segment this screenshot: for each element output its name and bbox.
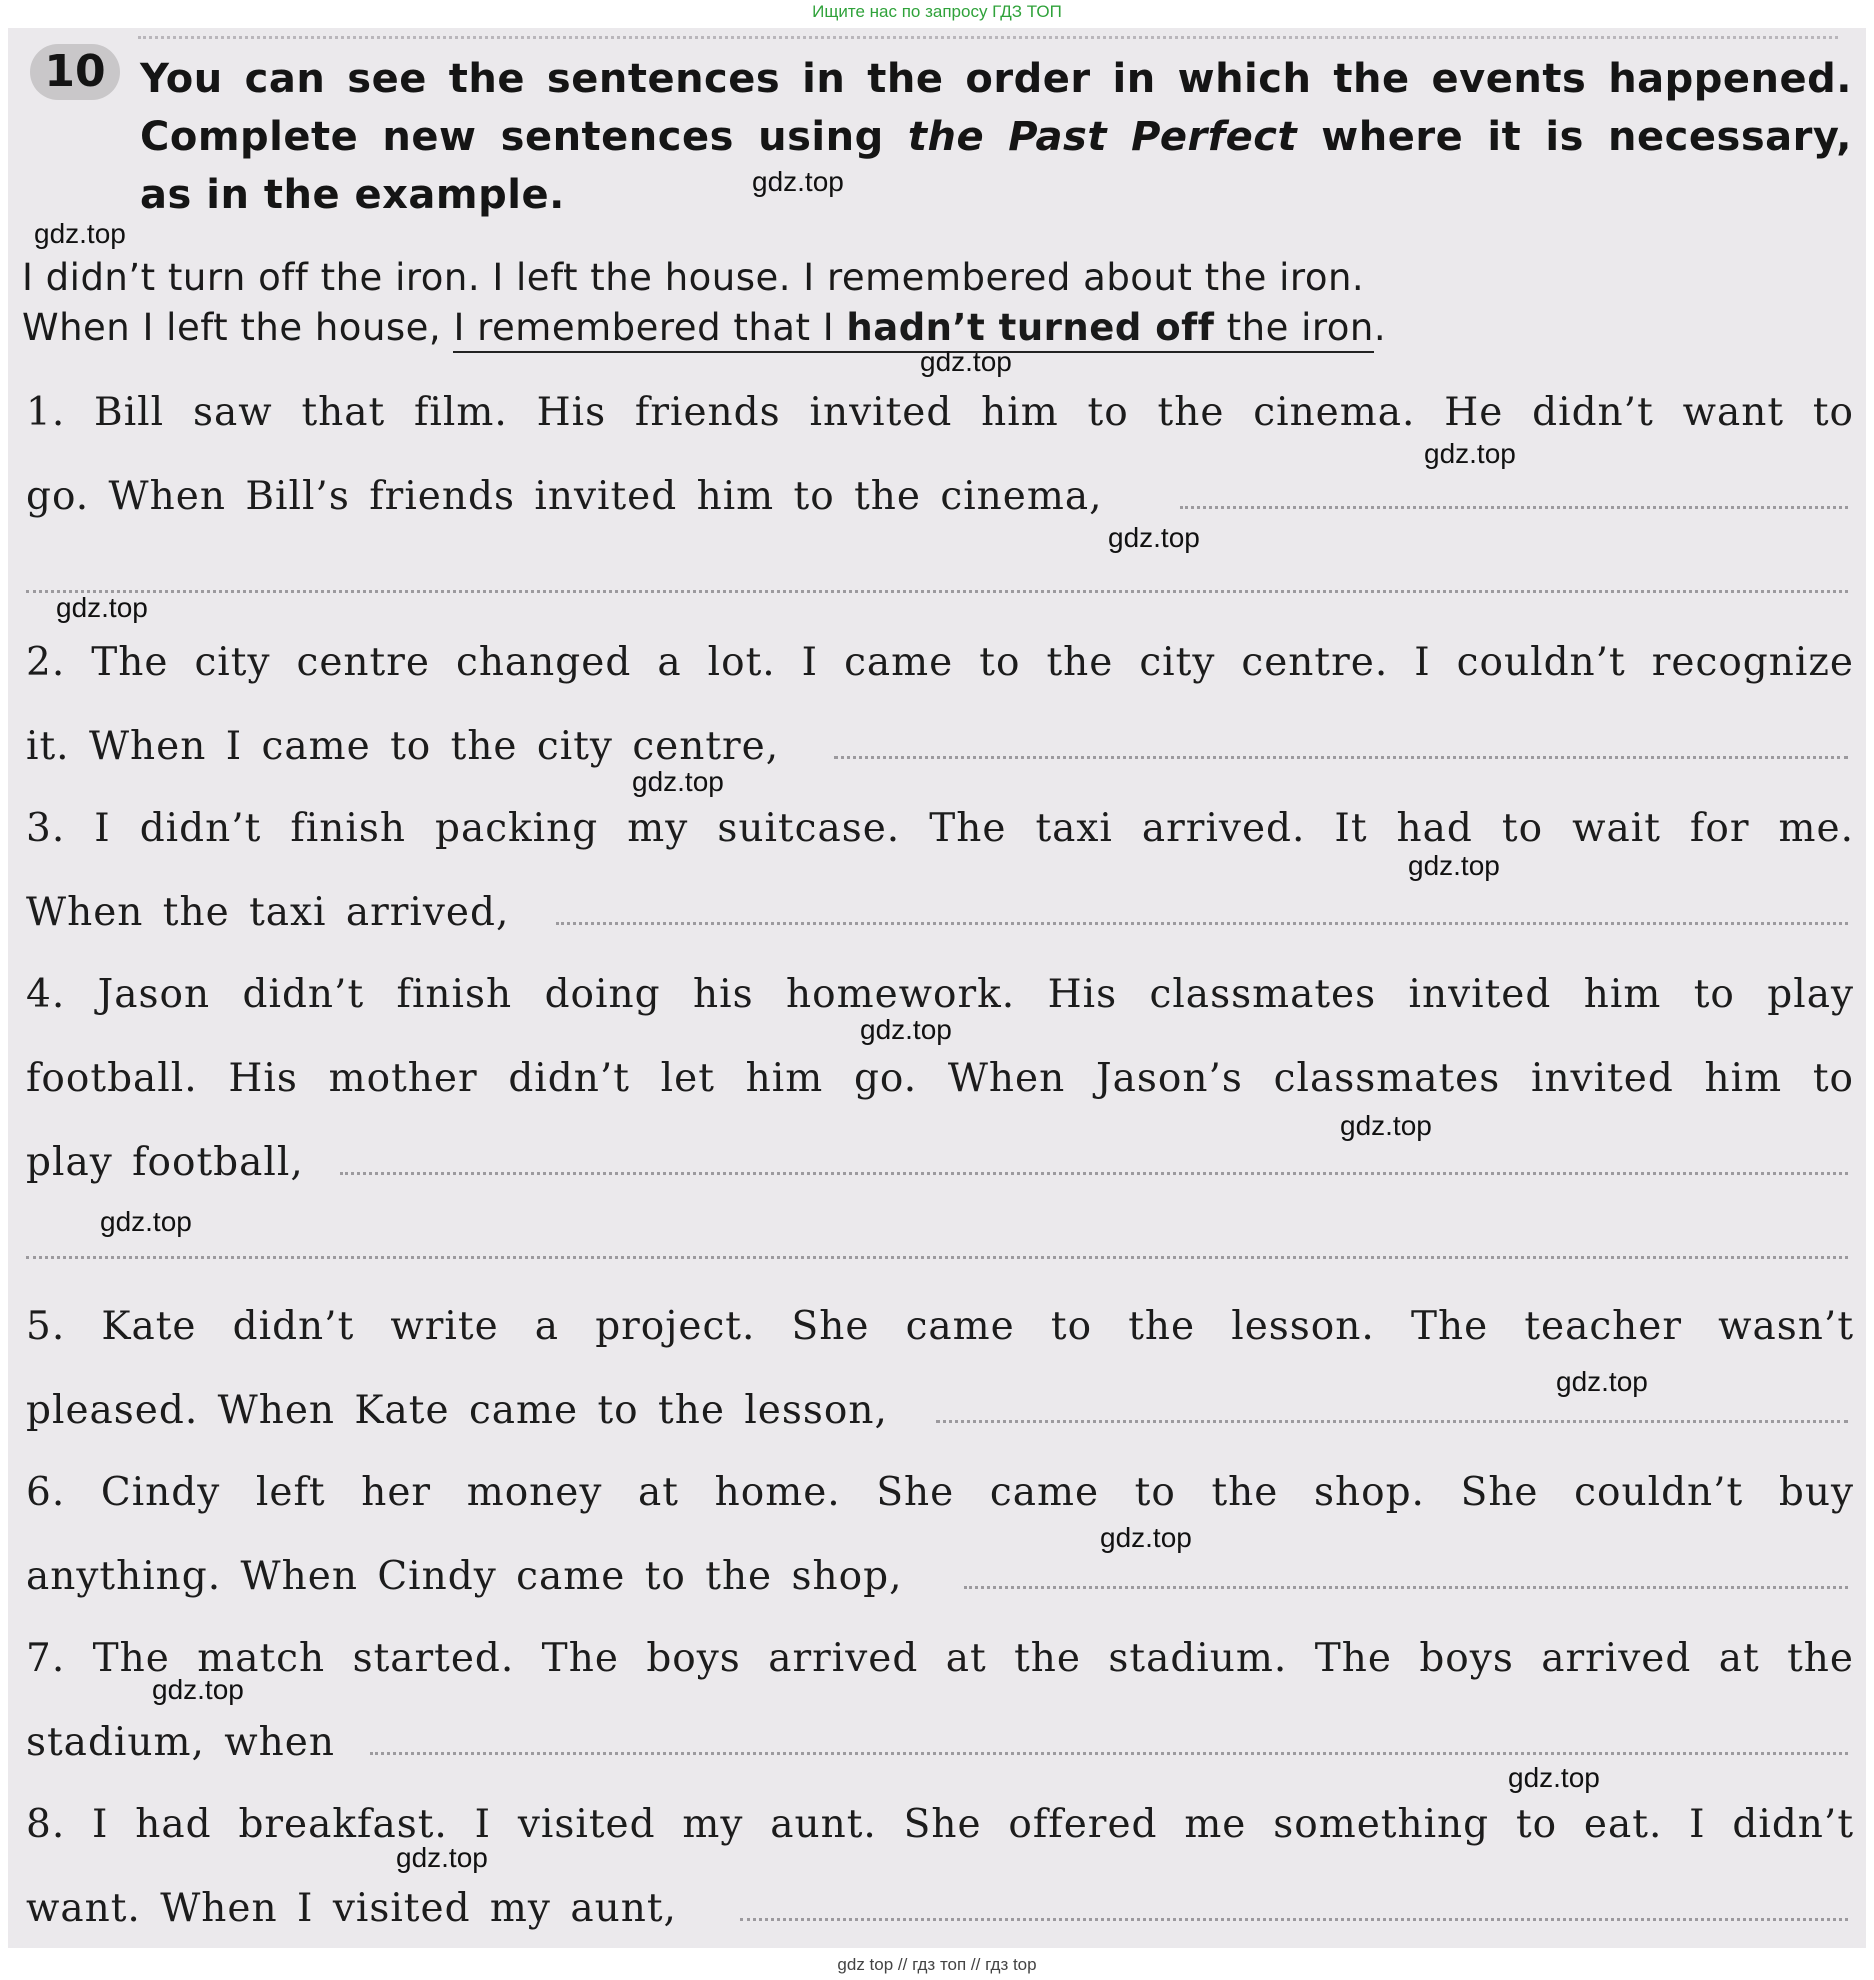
item-5-answer-blank[interactable] [936,1420,1848,1423]
watermark: gdz.top [632,766,724,797]
watermark: gdz.top [1340,1110,1432,1141]
watermark: gdz.top [152,1674,244,1705]
item-4-answer-blank-2[interactable] [26,1256,1848,1259]
watermark: gdz.top [1556,1366,1648,1397]
watermark: gdz.top [1100,1522,1192,1553]
instruction-line-3: as in the example. [140,172,565,218]
item-4-answer-blank[interactable] [340,1172,1848,1175]
item-7-line-1: 7. The match started. The boys arrived at the stadium. The boys arrived at the [26,1636,1854,1681]
watermark: gdz.top [56,592,148,623]
watermark: gdz.top [860,1014,952,1045]
example-events: I didn’t turn off the iron. I left the house. I remembered about the iron. [22,256,1365,299]
item-5-line-1: 5. Kate didn’t write a project. She came to the lesson. The teacher wasn’t [26,1304,1854,1349]
exercise-number-badge: 10 [30,44,120,100]
exercise-instruction [140,50,1852,224]
item-8-line-1: 8. I had breakfast. I visited my aunt. She offered me something to eat. I didn’t [26,1802,1854,1847]
item-7-answer-blank[interactable] [370,1752,1848,1755]
item-4-line-3: play football, [26,1140,304,1185]
watermark: gdz.top [1508,1762,1600,1793]
watermark: gdz.top [396,1842,488,1873]
watermark: gdz.top [1108,522,1200,553]
item-3-line-1: 3. I didn’t finish packing my suitcase. The taxi arrived. It had to wait for me. [26,806,1854,851]
item-3-line-2: When the taxi arrived, [26,890,510,935]
item-8-line-2: want. When I visited my aunt, [26,1886,677,1931]
item-3-answer-blank[interactable] [556,922,1848,925]
item-6-line-2: anything. When Cindy came to the shop, [26,1554,903,1599]
item-2-line-1: 2. The city centre changed a lot. I came to the city centre. I couldn’t recognize [26,640,1854,685]
watermark: gdz.top [752,166,844,197]
bottom-banner: gdz top // гдз топ // гдз top [837,1955,1037,1974]
item-1-line-1: 1. Bill saw that film. His friends invited him to the cinema. He didn’t want to [26,390,1854,435]
instruction-line-2: Complete new sentences using the Past Perfect where it is necessary, [140,114,1853,160]
watermark: gdz.top [100,1206,192,1237]
item-6-line-1: 6. Cindy left her money at home. She came to the shop. She couldn’t buy [26,1470,1854,1515]
item-5-line-2: pleased. When Kate came to the lesson, [26,1388,888,1433]
watermark: gdz.top [1408,850,1500,881]
item-1-answer-blank-2[interactable] [26,590,1848,593]
item-1-answer-blank[interactable] [1180,506,1848,509]
top-banner: Ищите нас по запросу ГДЗ ТОП [812,2,1062,21]
watermark: gdz.top [34,218,126,249]
watermark: gdz.top [920,346,1012,377]
example-answer: When I left the house, I remembered that I hadn’t turned off the iron. [22,304,1482,352]
example-answer-bold: hadn’t turned off [846,306,1215,349]
example-answer-underlined: I remembered that I hadn’t turned off the iron [453,306,1373,353]
item-2-line-2: it. When I came to the city centre, [26,724,780,769]
instruction-line-1: You can see the sentences in the order in which the events happened. [140,56,1852,102]
page-top-dotted-rule [138,36,1838,39]
item-4-line-2: football. His mother didn’t let him go. When Jason’s classmates invited him to [26,1056,1854,1101]
item-1-line-2: go. When Bill’s friends invited him to the cinema, [26,474,1103,519]
item-6-answer-blank[interactable] [964,1586,1848,1589]
watermark: gdz.top [1424,438,1516,469]
item-8-answer-blank[interactable] [740,1918,1848,1921]
item-7-line-2: stadium, when [26,1720,335,1765]
workbook-page [8,28,1866,1948]
item-2-answer-blank[interactable] [834,756,1848,759]
item-4-line-1: 4. Jason didn’t finish doing his homework. His classmates invited him to play [26,972,1854,1017]
past-perfect-term: the Past Perfect [907,114,1298,160]
